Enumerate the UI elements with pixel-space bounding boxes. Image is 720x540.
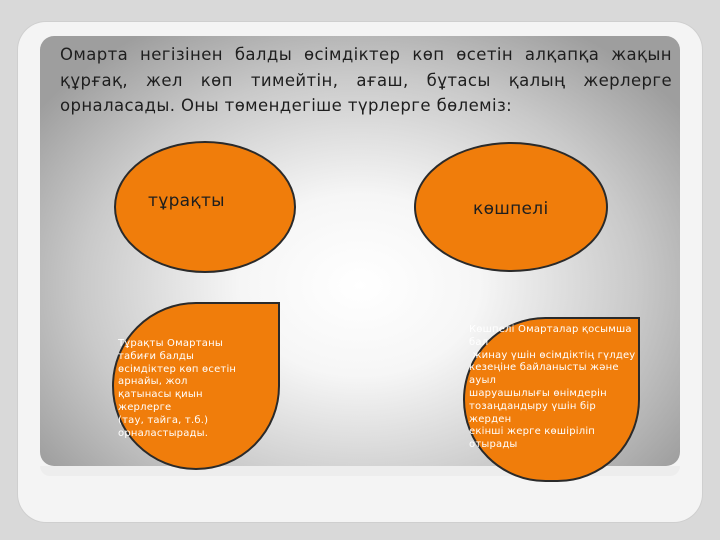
- nomadic-line: Көшпелі Омарталар қосымша: [469, 324, 632, 335]
- nomadic-line: екінші жерге көшіріліп: [469, 426, 596, 438]
- stationary-line: өсімдіктер көп өсетін: [118, 363, 237, 375]
- nomadic-line: кезеңіне байланысты және: [469, 362, 619, 374]
- nomadic-line: бал: [469, 336, 489, 348]
- nomadic-line: шаруашылығы өнімдерін: [469, 387, 607, 399]
- nomadic-line: ауыл: [469, 375, 497, 387]
- nomadic-line: жинау үшін өсімдіктің гүлдеу: [469, 349, 636, 361]
- nomadic-circle: [414, 142, 608, 272]
- stationary-line: орналастырады.: [118, 427, 209, 439]
- nomadic-line: отырады: [469, 439, 518, 451]
- intro-paragraph: Омарта негізінен балды өсімдіктер көп өсетін алқапқа жақын құрғақ, жел көп тимейтін, ағаш, бұтасы қалың жерлерге орналасады. Оны төмендегіше түрлерге бөлеміз:: [60, 45, 672, 115]
- nomadic-description: [469, 324, 635, 452]
- stationary-line: Тұрақты Омартаны: [118, 338, 223, 349]
- nomadic-line: тозаңдандыру үшін бір: [469, 400, 596, 412]
- stationary-line: қатынасы қиын: [118, 389, 203, 401]
- stationary-line: арнайы, жол: [118, 376, 188, 388]
- stationary-label: тұрақты: [148, 191, 225, 211]
- stationary-circle: [114, 141, 296, 273]
- stationary-line: табиғи балды: [118, 350, 195, 362]
- nomadic-line: жерден: [469, 413, 512, 425]
- stationary-line: жерлерге: [118, 401, 172, 413]
- stationary-description: [118, 338, 236, 440]
- nomadic-label: көшпелі: [473, 199, 549, 219]
- stationary-line: (тау, тайга, т.б.): [118, 414, 209, 426]
